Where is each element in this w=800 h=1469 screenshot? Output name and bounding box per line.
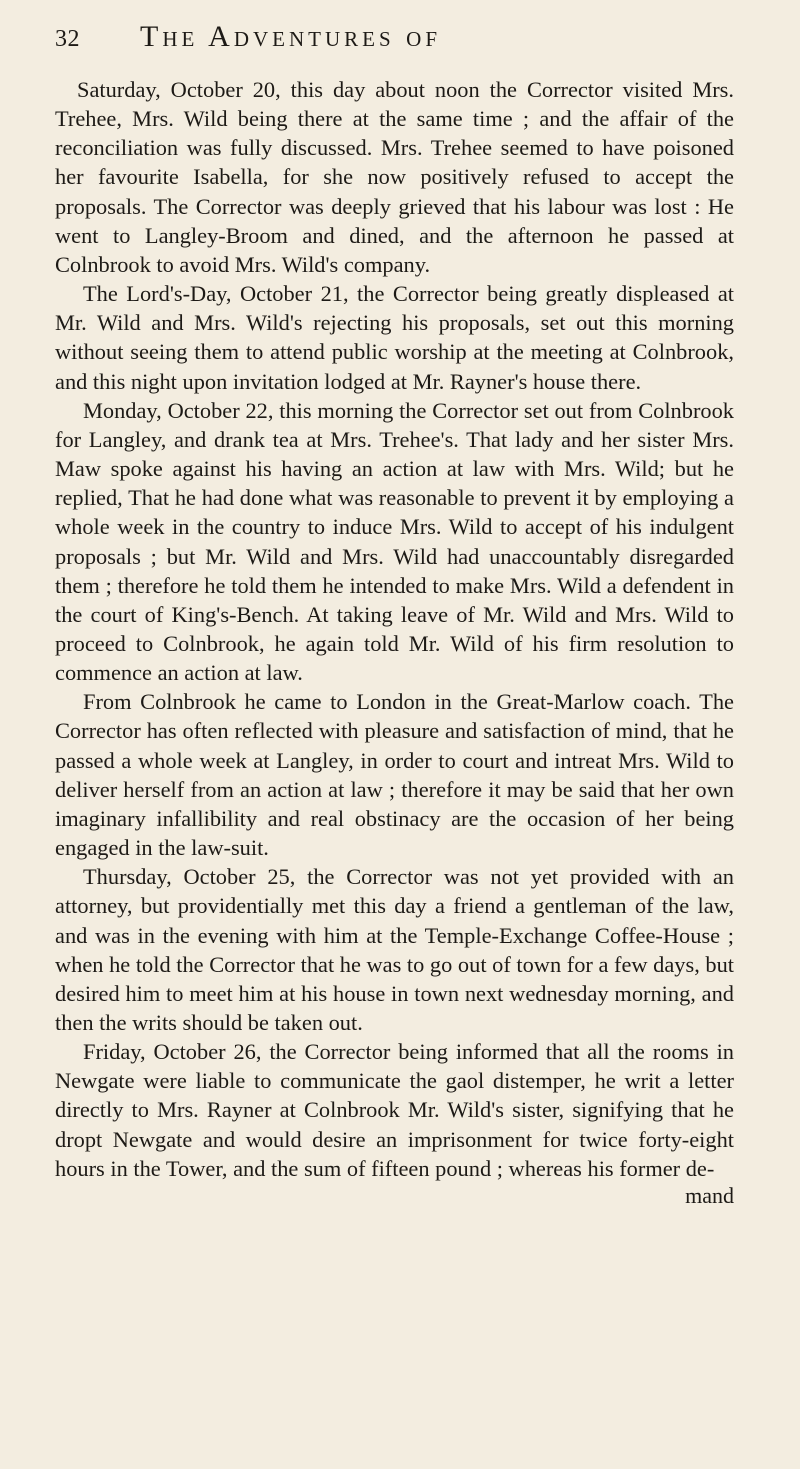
catchword: mand	[685, 1182, 734, 1208]
paragraph-thursday: Thursday, October 25, the Corrector was not yet provided with an attorney, but providentially met this day a friend a gentleman of the law, and was in the evening with him at the Temple-Exchange Coffee-House ; when he told the Corrector that he was to go out of town for a few days, but desired him to meet him at his house in town next wednesday morning, and then the writs should be taken out.	[55, 864, 735, 1035]
running-head: The Adventures of	[140, 20, 442, 53]
paragraph-friday: Friday, October 26, the Corrector being informed that all the rooms in Newgate were liable to communicate the gaol distemper, he writ a letter directly to Mrs. Rayner at Colnbrook Mr. Wild's sister, signifying that he dropt Newgate and would desire an imprisonment for twice forty-eight hours in the Tower, and the sum of fifteen pound ; whereas his former de-	[55, 1039, 734, 1181]
paragraph-lords-day: The Lord's-Day, October 21, the Corrector being greatly displeased at Mr. Wild and Mrs. Wild's rejecting his proposals, set out this morning without seeing them to attend public worship at the meeting at Colnbrook, and this night upon invitation lodged at Mr. Rayner's house there.	[55, 281, 734, 394]
page-number: 32	[55, 26, 80, 52]
page-header	[55, 20, 734, 71]
paragraph-monday: Monday, October 22, this morning the Corrector set out from Colnbrook for Langley, and drank tea at Mrs. Trehee's. That lady and her sister Mrs. Maw spoke against his having an action at law with Mrs. Wild; but he replied, That he had done what was reasonable to prevent it by employing a whole week in the country to induce Mrs. Wild to accept of his indulgent proposals ; but Mr. Wild and Mrs. Wild had unaccountably disregarded them ; therefore he told them he intended to make Mrs. Wild a defendent in the court of King's-Bench. At taking leave of Mr. Wild and Mrs. Wild to proceed to Colnbrook, he again told Mr. Wild of his firm resolution to commence an action at law.	[55, 397, 734, 686]
paragraph-saturday: Saturday, October 20, this day about noon the Corrector visited Mrs. Trehee, Mrs. Wild being there at the same time ; and the affair of the reconciliation was fully discussed. Mrs. Trehee seemed to have poisoned her favourite Isabella, for she now positively refused to accept the proposals. The Corrector was deeply grieved that his labour was lost : He went to Langley-Broom and dined, and the afternoon he passed at Colnbrook to avoid Mrs. Wild's company.	[55, 77, 734, 277]
paragraph-colnbrook-london: From Colnbrook he came to London in the Great-Marlow coach. The Corrector has often reflected with pleasure and satisfaction of mind, that he passed a whole week at Langley, in order to court and intreat Mrs. Wild to deliver herself from an action at law ; therefore it may be said that her own imaginary infallibility and real obstinacy are the occasion of her being engaged in the law-suit.	[55, 689, 734, 861]
body-text	[55, 75, 734, 1210]
